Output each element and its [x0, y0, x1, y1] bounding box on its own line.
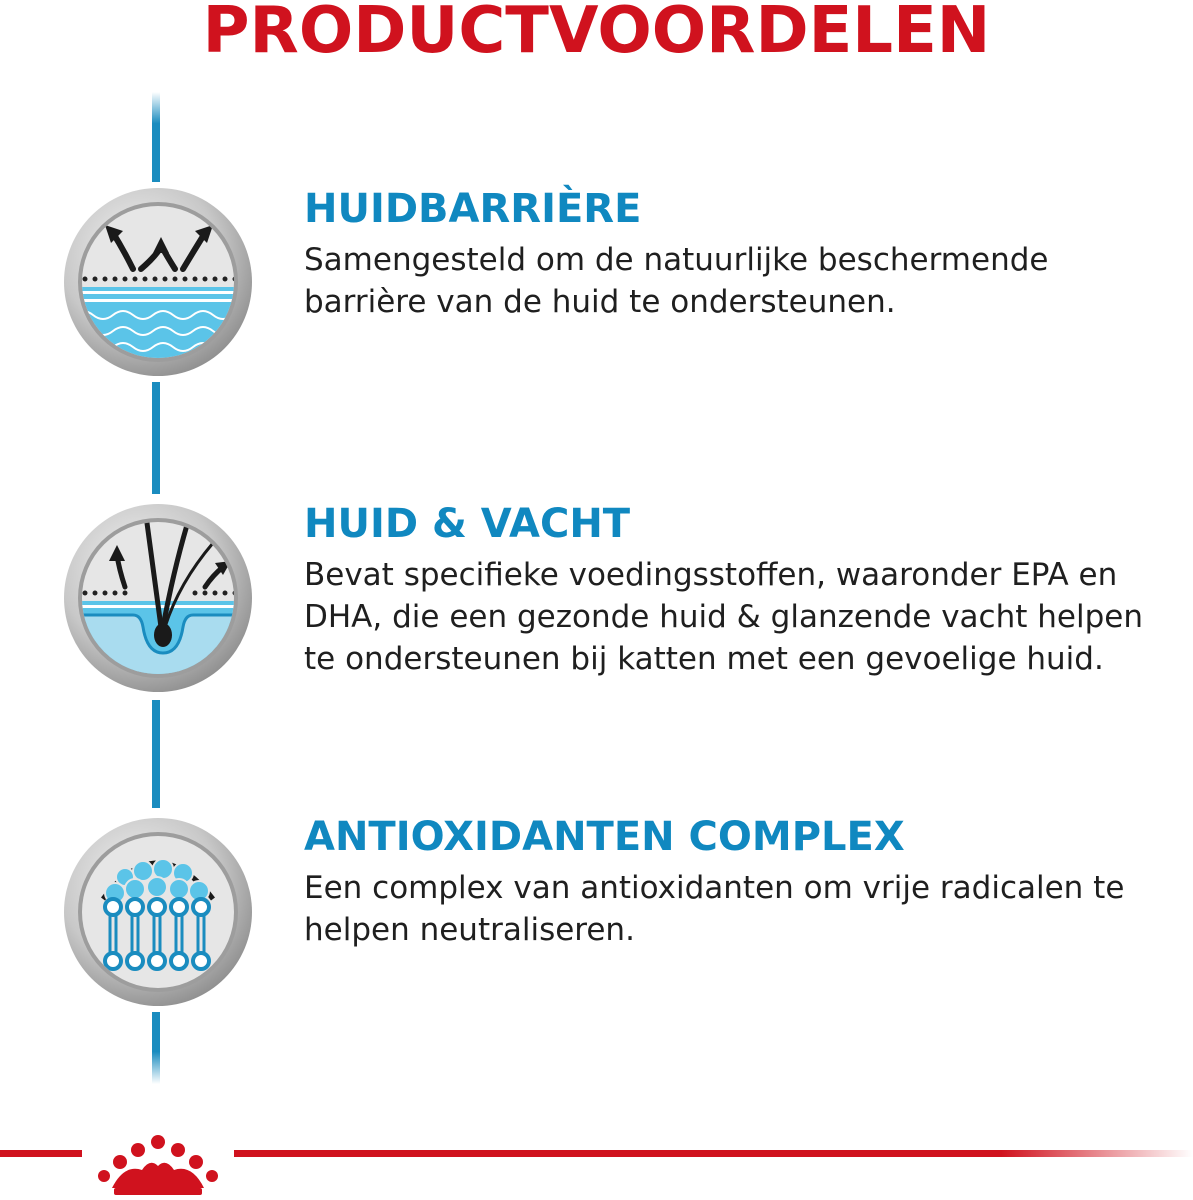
feature-description: Een complex van antioxidanten om vrije radicalen te helpen neutraliseren.	[304, 870, 1125, 948]
connector-line-2	[152, 700, 160, 808]
footer-band	[0, 1130, 1193, 1200]
feature-description: Samengesteld om de natuurlijke beschermende barrière van de huid te ondersteunen.	[304, 242, 1049, 320]
feature-heading: HUIDBARRIÈRE	[304, 186, 642, 232]
feature-skin-coat	[304, 500, 1193, 680]
feature-description: Bevat specifieke voedingsstoffen, waaronder EPA en DHA, die een gezonde huid & glanzende vacht helpen te ondersteunen bij katten met een gevoelige huid.	[304, 557, 1143, 677]
feature-antioxidant-complex	[304, 813, 1193, 951]
skin-barrier-icon	[63, 187, 253, 377]
page-title: PRODUCTVOORDELEN	[202, 0, 991, 68]
skin-coat-icon	[63, 503, 253, 693]
feature-skin-barrier	[304, 185, 1193, 323]
royal-canin-crown-icon	[98, 1135, 218, 1195]
feature-heading: ANTIOXIDANTEN COMPLEX	[304, 814, 905, 860]
antioxidant-complex-icon	[63, 817, 253, 1007]
connector-line-1	[152, 382, 160, 494]
connector-line-top	[152, 92, 160, 182]
feature-heading: HUID & VACHT	[304, 501, 631, 547]
connector-line-bottom	[152, 1012, 160, 1084]
